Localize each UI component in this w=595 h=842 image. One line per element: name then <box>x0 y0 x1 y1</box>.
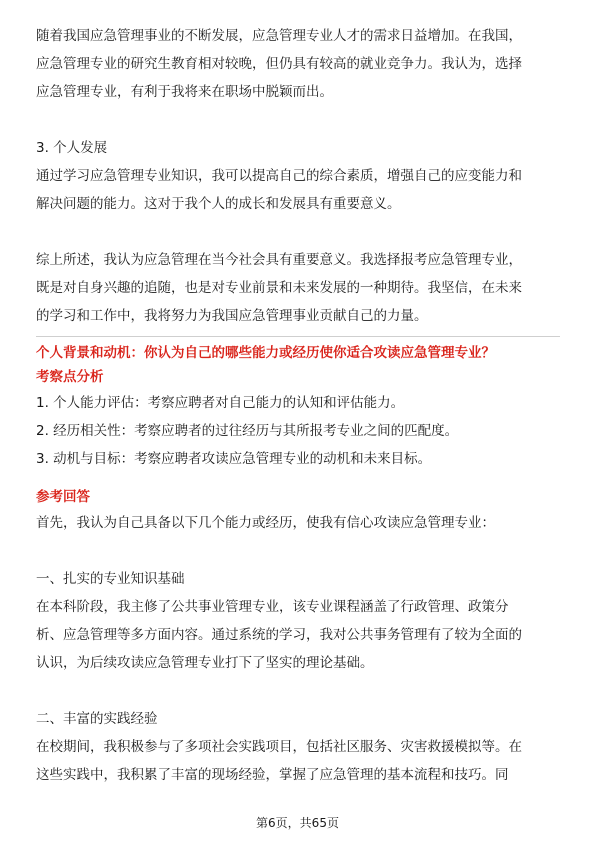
spacer <box>36 537 560 565</box>
analysis-item: 3. 动机与目标：考察应聘者攻读应急管理专业的动机和未来目标。 <box>36 451 432 467</box>
text-line: 通过学习应急管理专业知识，我可以提高自己的综合素质，增强自己的应变能力和 <box>36 168 522 184</box>
analysis-item: 2. 经历相关性：考察应聘者的过往经历与其所报考专业之间的匹配度。 <box>36 423 459 439</box>
text-line: 随着我国应急管理事业的不断发展，应急管理专业人才的需求日益增加。在我国， <box>36 28 522 44</box>
question-title: 个人背景和动机：你认为自己的哪些能力或经历使你适合攻读应急管理专业？ <box>36 345 495 361</box>
intro-paragraph <box>36 22 560 106</box>
text-line: 认识，为后续攻读应急管理专业打下了坚实的理论基础。 <box>36 655 374 671</box>
spacer <box>36 106 560 134</box>
text-line: 这些实践中，我积累了丰富的现场经验，掌握了应急管理的基本流程和技巧。同 <box>36 767 509 783</box>
spacer <box>36 473 560 485</box>
question-block <box>36 341 560 789</box>
text-line: 应急管理专业的研究生教育相对较晚，但仍具有较高的就业竞争力。我认为，选择 <box>36 56 522 72</box>
spacer <box>36 218 560 246</box>
analysis-item: 1. 个人能力评估：考察应聘者对自己能力的认知和评估能力。 <box>36 395 405 411</box>
text-line: 在本科阶段，我主修了公共事业管理专业，该专业课程涵盖了行政管理、政策分 <box>36 599 509 615</box>
spacer <box>36 677 560 705</box>
point-heading: 一、扎实的专业知识基础 <box>36 571 185 587</box>
point-heading: 二、丰富的实践经验 <box>36 711 158 727</box>
answer-label: 参考回答 <box>36 489 90 505</box>
text-line: 综上所述，我认为应急管理在当今社会具有重要意义。我选择报考应急管理专业， <box>36 252 522 268</box>
section-heading: 3. 个人发展 <box>36 140 108 156</box>
text-line: 既是对自身兴趣的追随，也是对专业前景和未来发展的一种期待。我坚信，在未来 <box>36 280 522 296</box>
personal-development-section <box>36 134 560 218</box>
summary-paragraph <box>36 246 560 330</box>
text-line: 析、应急管理等多方面内容。通过系统的学习，我对公共事务管理有了较为全面的 <box>36 627 522 643</box>
page-footer: 第6页，共65页 <box>256 816 339 830</box>
text-line: 解决问题的能力。这对于我个人的成长和发展具有重要意义。 <box>36 196 401 212</box>
page-content <box>36 22 560 789</box>
analysis-label: 考察点分析 <box>36 369 104 385</box>
text-line: 应急管理专业，有利于我将来在职场中脱颖而出。 <box>36 84 333 100</box>
text-line: 的学习和工作中，我将努力为我国应急管理事业贡献自己的力量。 <box>36 308 428 324</box>
text-line: 在校期间，我积极参与了多项社会实践项目，包括社区服务、灾害救援模拟等。在 <box>36 739 522 755</box>
answer-intro: 首先，我认为自己具备以下几个能力或经历，使我有信心攻读应急管理专业： <box>36 515 495 531</box>
section-divider <box>36 336 560 337</box>
